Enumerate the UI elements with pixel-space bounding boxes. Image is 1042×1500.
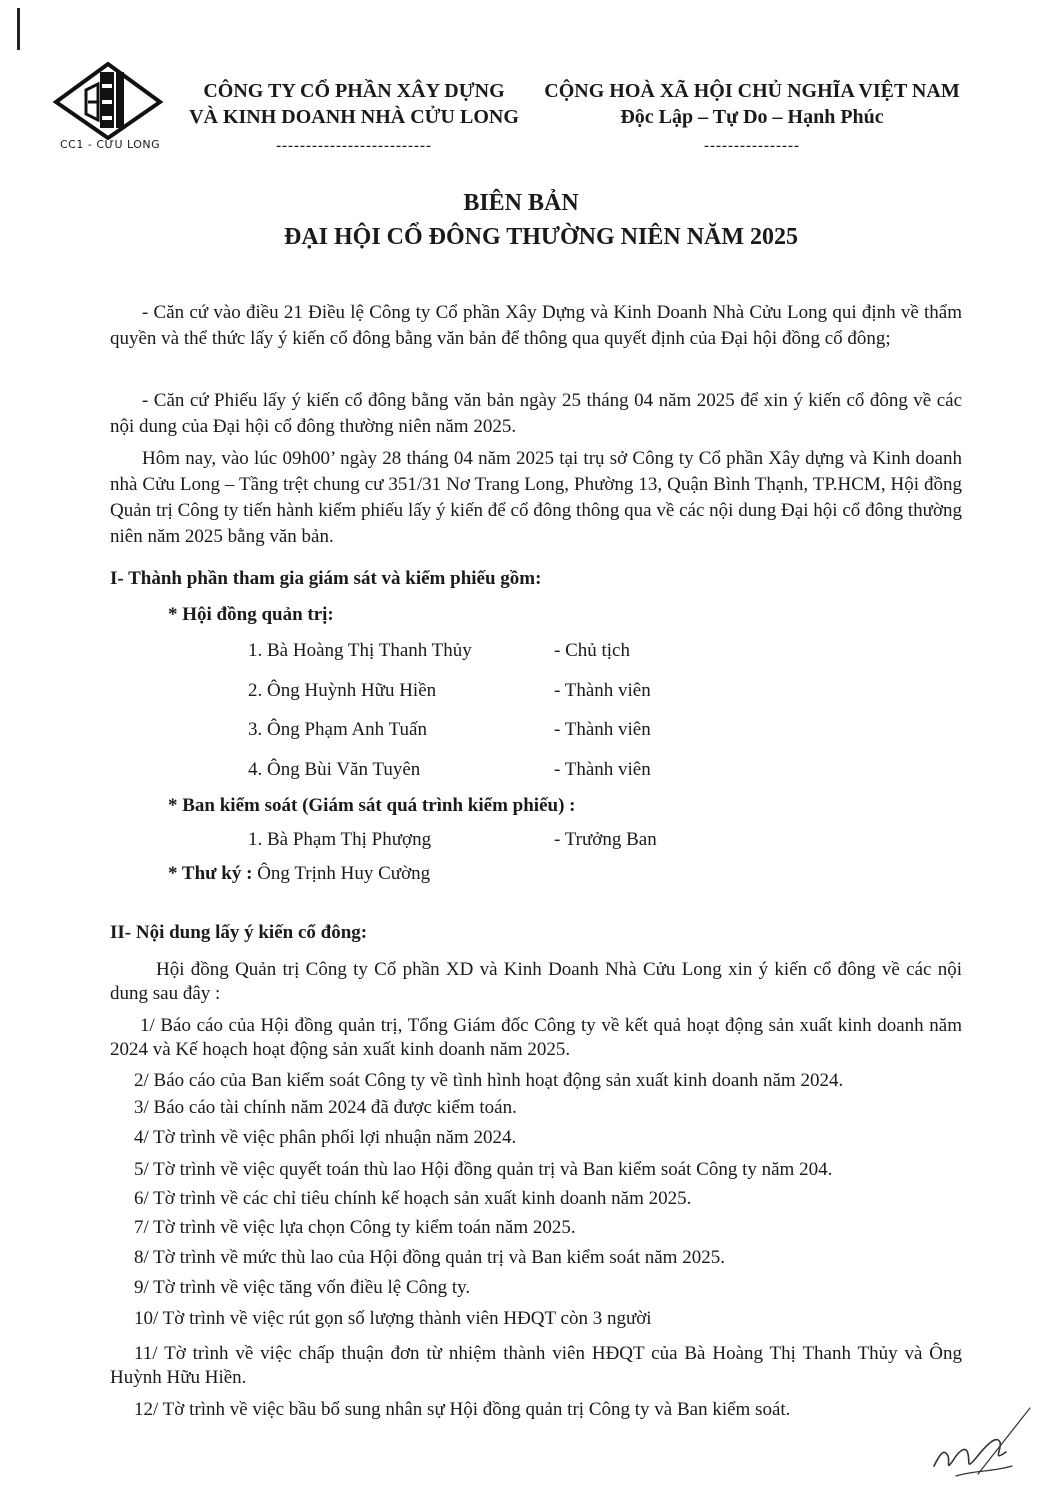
board-member-name: 3. Ông Phạm Anh Tuấn xyxy=(248,719,427,740)
agenda-item: 10/ Tờ trình về việc rút gọn số lượng thành viên HĐQT còn 3 người xyxy=(134,1308,652,1329)
section-2-intro: Hội đồng Quản trị Công ty Cổ phần XD và Kinh Doanh Nhà Cửu Long xin ý kiến cổ đông về các nội dung sau đây : xyxy=(110,959,962,1004)
margin-mark xyxy=(17,8,20,50)
secretary-line xyxy=(168,861,430,887)
title-line1: BIÊN BẢN xyxy=(463,190,579,216)
agenda-item: 8/ Tờ trình về mức thù lao của Hội đồng quản trị và Ban kiểm soát năm 2025. xyxy=(134,1247,725,1268)
board-heading: * Hội đồng quản trị: xyxy=(168,604,334,625)
company-name-line1: CÔNG TY CỔ PHẦN XÂY DỰNG xyxy=(203,80,505,102)
supervisory-member-name: 1. Bà Phạm Thị Phượng xyxy=(248,829,432,850)
secretary-name: Ông Trịnh Huy Cường xyxy=(252,863,431,884)
section-1-heading: I- Thành phần tham gia giám sát và kiểm phiếu gồm: xyxy=(110,568,542,589)
agenda-item: 6/ Tờ trình về các chỉ tiêu chính kế hoạch sản xuất kinh doanh năm 2025. xyxy=(134,1188,692,1209)
section-2-heading: II- Nội dung lấy ý kiến cổ đông: xyxy=(110,922,368,943)
secretary-label: * Thư ký : xyxy=(168,863,253,884)
board-member-role: - Thành viên xyxy=(554,759,651,780)
national-header xyxy=(522,78,982,156)
national-divider: ---------------- xyxy=(704,138,800,154)
board-member-name: 4. Ông Bùi Văn Tuyên xyxy=(248,759,421,780)
agenda-item: 1/ Báo cáo của Hội đồng quản trị, Tổng Giám đốc Công ty về kết quả hoạt động sản xuất kinh doanh năm 2024 và Kế hoạch hoạt động sản xuất kinh doanh năm 2025. xyxy=(110,1015,962,1060)
agenda-item: 12/ Tờ trình về việc bầu bổ sung nhân sự Hội đồng quản trị Công ty và Ban kiểm soát. xyxy=(134,1399,791,1420)
agenda-item: 11/ Tờ trình về việc chấp thuận đơn từ nhiệm thành viên HĐQT của Bà Hoàng Thị Thanh Thủy và Ông Huỳnh Hữu Hiền. xyxy=(110,1343,962,1388)
agenda-item: 4/ Tờ trình về việc phân phối lợi nhuận năm 2024. xyxy=(134,1127,517,1148)
agenda-item: 7/ Tờ trình về việc lựa chọn Công ty kiểm toán năm 2025. xyxy=(134,1217,576,1238)
logo-caption: CC1 - CỬU LONG xyxy=(60,138,161,151)
supervisory-board-heading: * Ban kiểm soát (Giám sát quá trình kiểm phiếu) : xyxy=(168,795,576,816)
agenda-item: 2/ Báo cáo của Ban kiểm soát Công ty về tình hình hoạt động sản xuất kinh doanh năm 2024. xyxy=(134,1070,844,1091)
board-member-name: 1. Bà Hoàng Thị Thanh Thủy xyxy=(248,640,472,661)
national-motto-line2: Độc Lập – Tự Do – Hạnh Phúc xyxy=(620,106,884,128)
board-member-role: - Chủ tịch xyxy=(554,640,630,661)
agenda-item: 5/ Tờ trình về việc quyết toán thù lao Hội đồng quản trị và Ban kiểm soát Công ty năm 204. xyxy=(134,1159,833,1180)
company-header xyxy=(174,78,534,156)
board-member-role: - Thành viên xyxy=(554,719,651,740)
supervisory-member-role: - Trưởng Ban xyxy=(554,829,657,850)
title-line2: ĐẠI HỘI CỔ ĐÔNG THƯỜNG NIÊN NĂM 2025 xyxy=(283,224,799,250)
company-logo-icon xyxy=(52,62,164,140)
board-member-role: - Thành viên xyxy=(554,680,651,701)
company-divider: -------------------------- xyxy=(276,138,432,154)
preamble-paragraph-3: Hôm nay, vào lúc 09h00’ ngày 28 tháng 04 năm 2025 tại trụ sở Công ty Cổ phần Xây dựng và Kinh doanh nhà Cửu Long – Tầng trệt chung cư 351/31 Nơ Trang Long, Phường 13, Quận Bình Thạnh, TP.HCM, Hội đồng Quản trị Công ty tiến hành kiểm phiếu lấy ý kiến để cổ đông thông qua về các nội dung Đại hội cổ đông thường niên năm 2025 bằng văn bản. xyxy=(110,448,962,547)
board-member-name: 2. Ông Huỳnh Hữu Hiền xyxy=(248,680,437,701)
national-motto-line1: CỘNG HOÀ XÃ HỘI CHỦ NGHĨA VIỆT NAM xyxy=(544,80,960,102)
document-title xyxy=(0,186,1042,254)
agenda-item: 3/ Báo cáo tài chính năm 2024 đã được kiểm toán. xyxy=(134,1097,517,1118)
initials-signature xyxy=(926,1404,1036,1484)
agenda-item: 9/ Tờ trình về việc tăng vốn điều lệ Công ty. xyxy=(134,1277,471,1298)
company-name-line2: VÀ KINH DOANH NHÀ CỬU LONG xyxy=(189,106,519,128)
preamble-paragraph-2: - Căn cứ Phiếu lấy ý kiến cổ đông bằng văn bản ngày 25 tháng 04 năm 2025 để xin ý kiến cổ đông về các nội dung của Đại hội cổ đông thường niên năm 2025. xyxy=(110,390,962,437)
preamble-paragraph-1: - Căn cứ vào điều 21 Điều lệ Công ty Cổ phần Xây Dựng và Kinh Doanh Nhà Cửu Long qui định về thẩm quyền và thể thức lấy ý kiến cổ đông bằng văn bản để thông qua quyết định của Đại hội đồng cổ đông; xyxy=(110,302,962,349)
